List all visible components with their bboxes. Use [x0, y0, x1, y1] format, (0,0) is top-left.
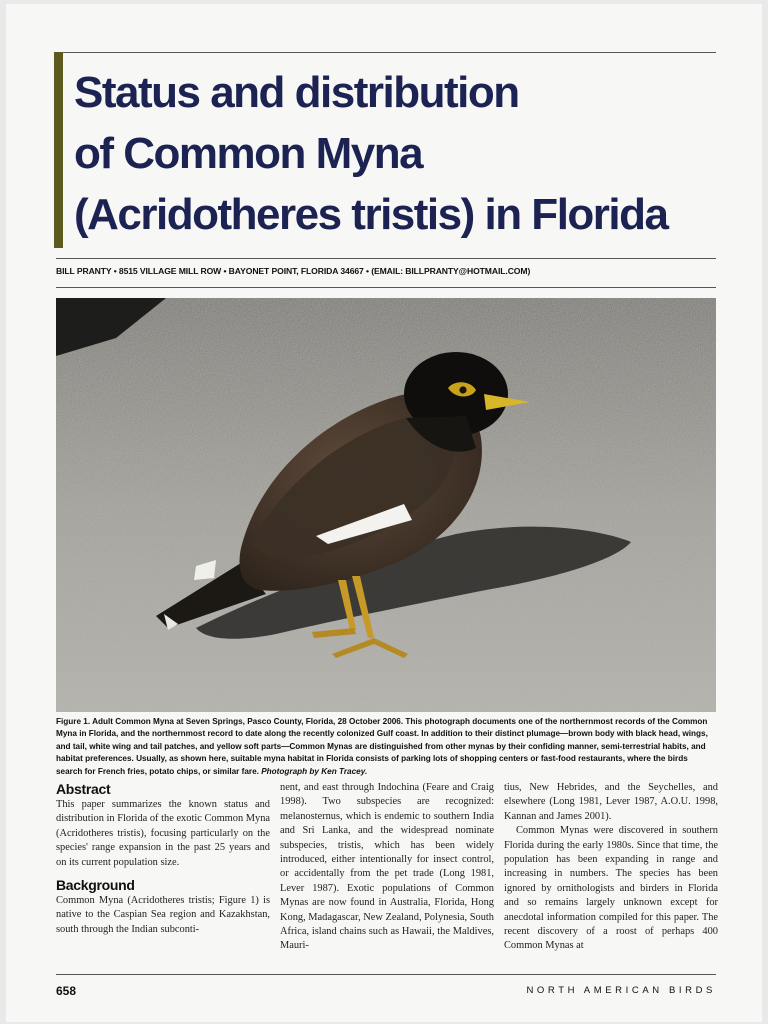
body-paragraph-continued: tius, New Hebrides, and the Seychelles, and elsewhere (Long 1981, Lever 1987, A.O.U. 1998, Kannan and James 2001).	[504, 782, 718, 822]
abstract-paragraph: This paper summarizes the known status and distribution in Florida of the exotic Common Myna (Acridotheres tristis), focusing particularly on the species' range expansion in the past 25 years and on its current population size.	[56, 799, 270, 868]
page-number: 658	[56, 984, 77, 998]
text-column-3	[504, 781, 718, 954]
journal-name: NORTH AMERICAN BIRDS	[526, 985, 716, 996]
byline-bottom-rule	[56, 287, 716, 288]
caption-text: Figure 1. Adult Common Myna at Seven Springs, Pasco County, Florida, 28 October 2006. This photograph documents one of the northernmost records of the Common Myna in Florida, and the northernmost record to date along the recently colonized Gulf coast. In addition to their distinct plumage—brown body with black head, wings, and tail, white wing and tail patches, and yellow soft parts—Common Mynas are distinguished from other mynas by their confiding manner, semi-terrestrial habits, and habitat preferences. Usually, as shown here, suitable myna habitat in Florida consists of parking lots of shopping centers or fast-food restaurants, where the birds search for French fries, potato chips, or similar fare.	[56, 717, 708, 776]
text-column-2	[280, 781, 494, 954]
background-heading: Background	[56, 877, 135, 894]
title-line-2: of Common Myna	[74, 129, 423, 178]
figure-caption	[56, 716, 716, 778]
article-title	[74, 62, 714, 245]
background-paragraph: Common Myna (Acridotheres tristis; Figure 1) is native to the Caspian Sea region and Kazakhstan, south through the Indian subconti-	[56, 895, 270, 935]
author-byline: BILL PRANTY • 8515 VILLAGE MILL ROW • BAYONET POINT, FLORIDA 34667 • (EMAIL: BILLPRANTY@HOTMAIL.COM)	[56, 266, 531, 276]
body-paragraph: nent, and east through Indochina (Feare and Craig 1998). Two subspecies are recognized: melanosternus, which is endemic to southern India and Sri Lanka, and the widespread nominate subspecies, tristis, which has been widely introduced, either intentionally for insect control, or accidentally from the pet trade (Long 1981, Lever 1987). Exotic populations of Common Mynas are now found in Australia, Florida, Hong Kong, Madagascar, New Zealand, Polynesia, South Africa, island chains such as Hawaii, the Maldives, Mauri-	[280, 782, 494, 952]
photo-credit: Photograph by Ken Tracey.	[261, 766, 368, 776]
title-accent-bar	[54, 52, 63, 248]
body-paragraph: Common Mynas were discovered in southern Florida during the early 1980s. Since that time, the population has been expanding in range and increasing in numbers. The species has been ignored by ornithologists and birders in Florida and so remains largely unknown except for anecdotal information compiled for this paper. The recent discovery of a roost of perhaps 400 Common Mynas at	[504, 825, 718, 952]
abstract-heading: Abstract	[56, 781, 111, 797]
top-rule	[56, 52, 716, 53]
title-bottom-rule	[56, 258, 716, 259]
footer-rule	[56, 974, 716, 975]
common-myna-photo	[56, 298, 716, 712]
text-column-1	[56, 781, 270, 937]
bird-photograph	[56, 298, 716, 712]
title-line-1: Status and distribution	[74, 68, 519, 117]
title-line-3: (Acridotheres tristis) in Florida	[74, 190, 668, 239]
